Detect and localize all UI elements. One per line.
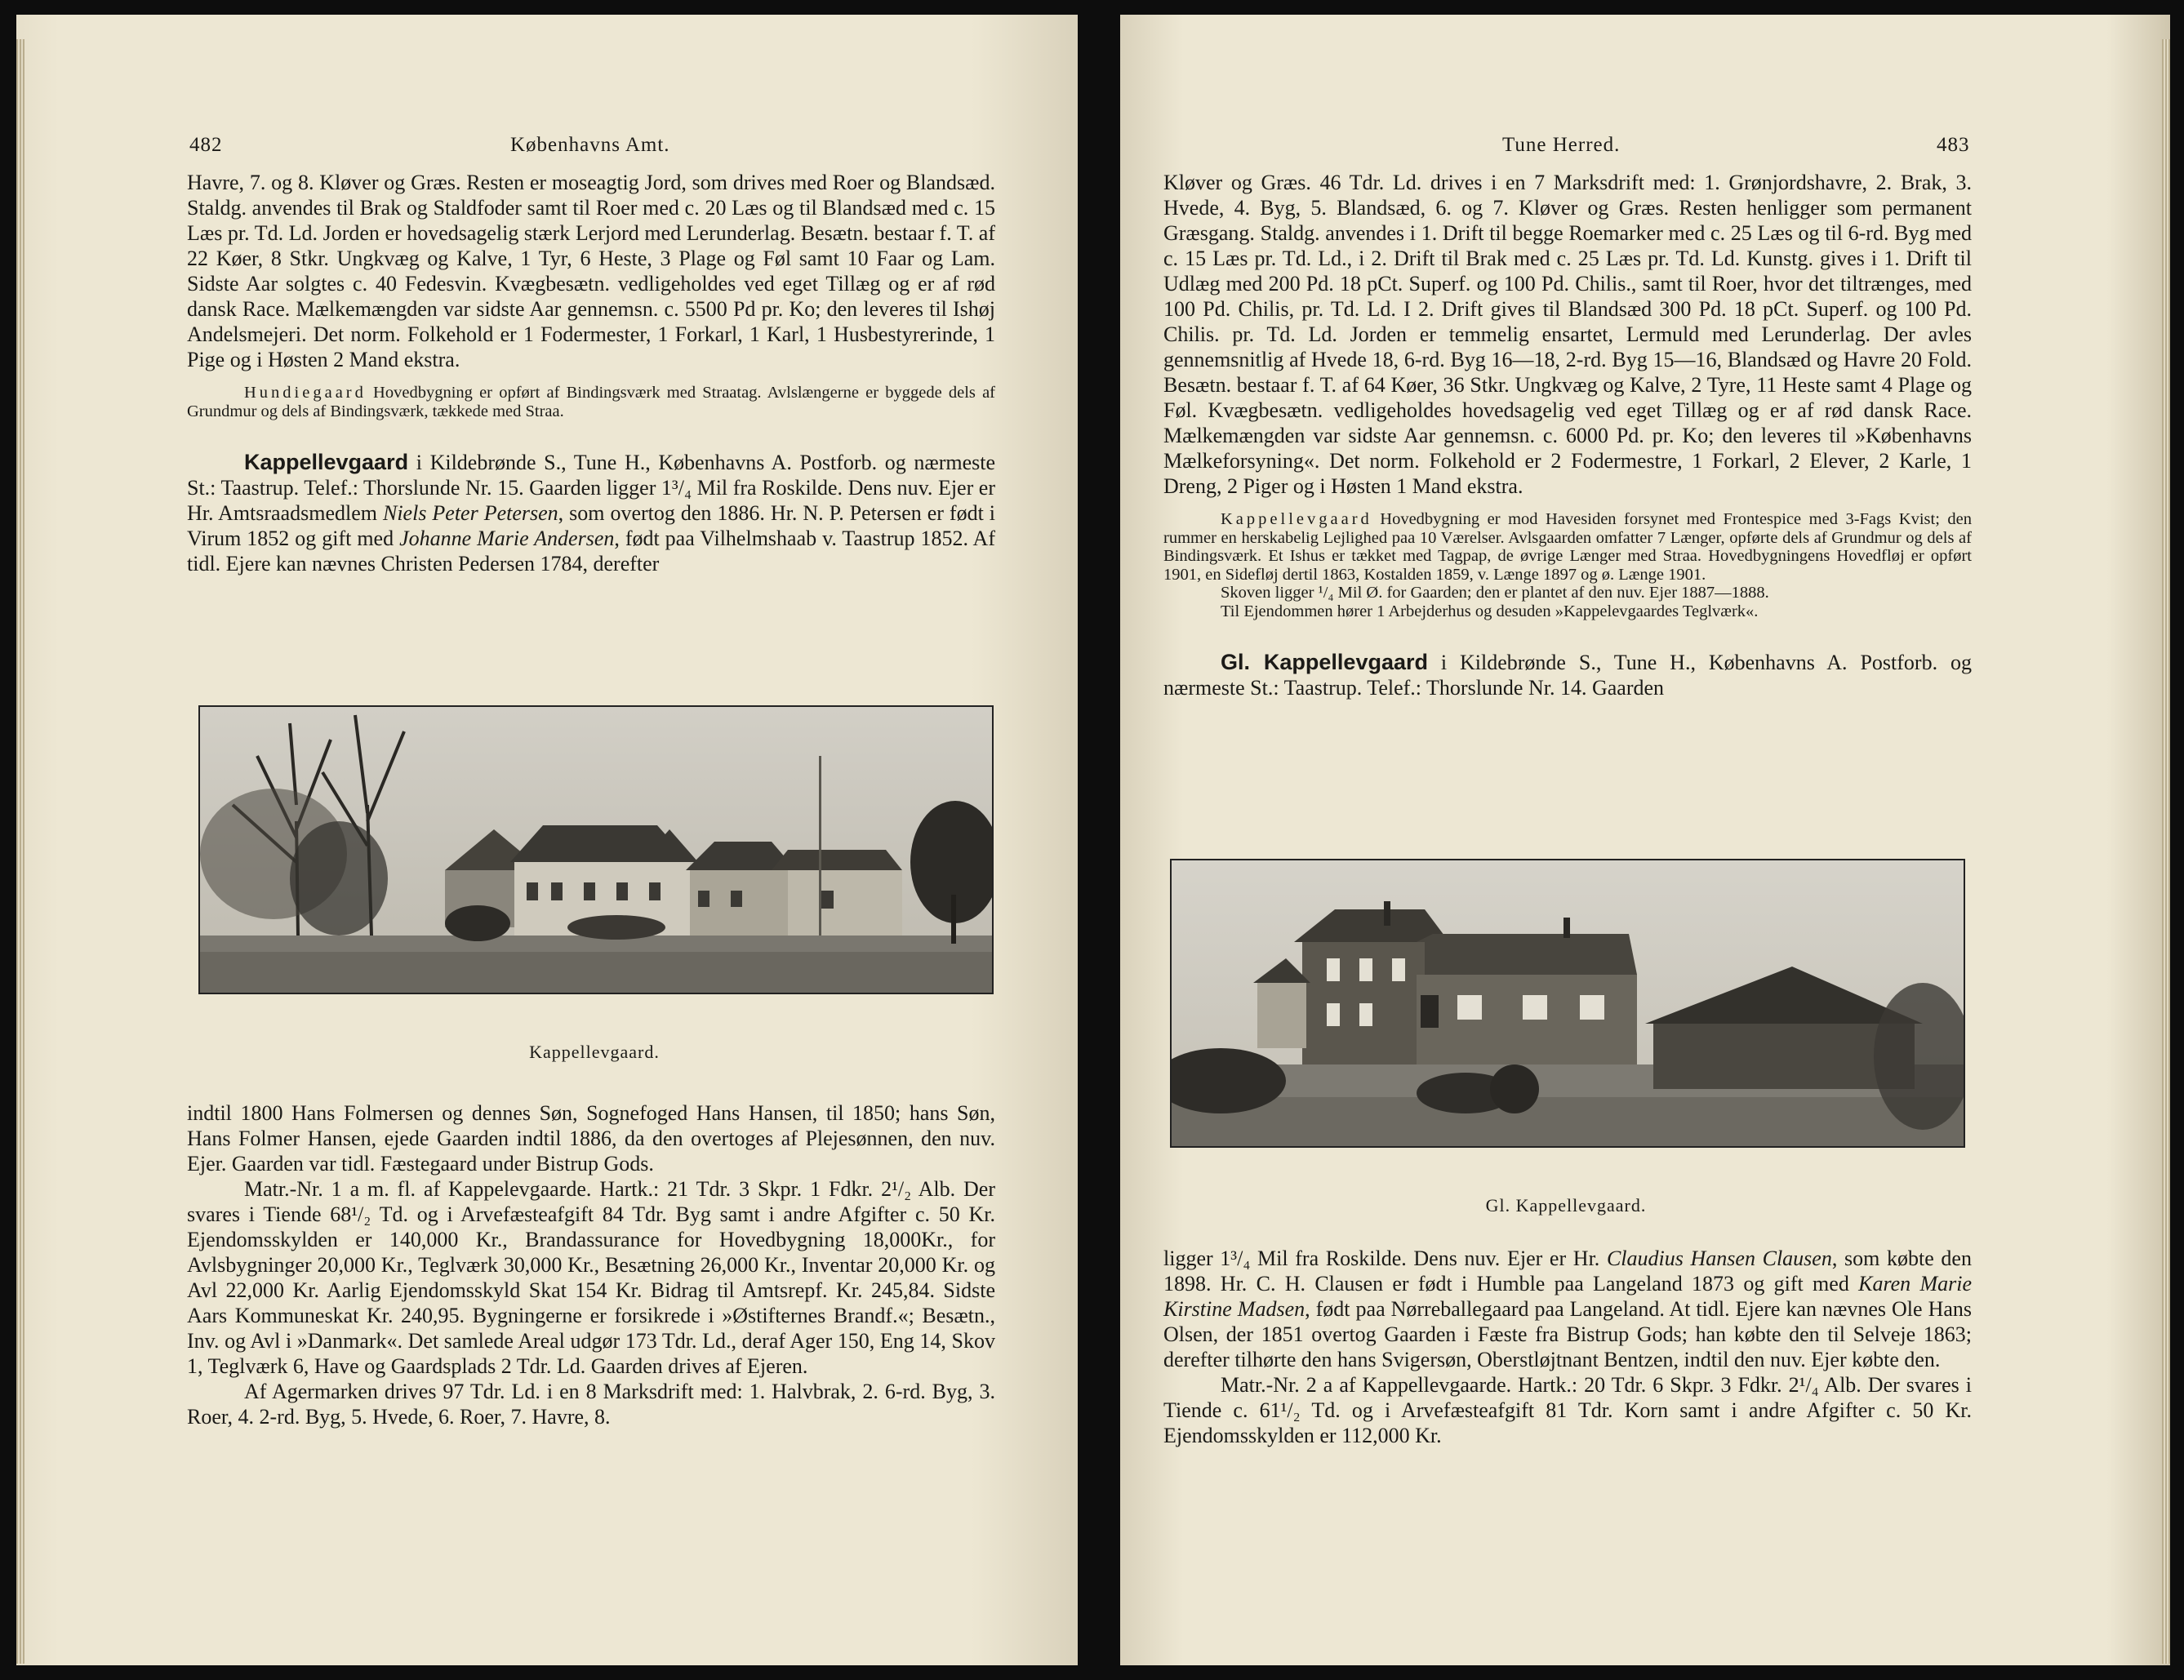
paragraph: indtil 1800 Hans Folmersen og dennes Søn, Sognefoged Hans Hansen, til 1850; hans Søn, Hans Folmer Hansen, ejede Gaarden indtil 1886, da den overtoges af Plejesønnen, den nuv. Ejer. Gaarden var tidl. Fæstegaard under Bistrup Gods. bbox=[187, 1101, 995, 1176]
farmhouse-photo-illustration bbox=[200, 707, 992, 993]
owner-paragraph bbox=[1163, 1246, 1972, 1372]
note-farm-name: Kappellevgaard bbox=[1221, 510, 1372, 528]
building-note bbox=[1163, 510, 1972, 584]
text-block-bottom bbox=[1163, 1246, 1972, 1448]
photo-caption: Gl. Kappellevgaard. bbox=[1485, 1195, 1647, 1216]
text-block-bottom bbox=[187, 1100, 995, 1429]
wife-name: Johanne Marie Andersen bbox=[399, 527, 615, 550]
farm-entry bbox=[187, 450, 995, 576]
paragraph: Kløver og Græs. 46 Tdr. Ld. drives i en 7 Marksdrift med: 1. Grønjordshavre, 2. Brak, 3. Hvede, 4. Byg, 5. Blandsæd, 6. og 7. Kløver og Græs. Resten henligger som permanent Græsgang. Staldg. anvendes i 1. Drift til begge Roemarker med c. 25 Læs og til 6-rd. Byg med c. 15 Læs pr. Td. Ld., i 2. Drift til Brak med c. 25 Læs pr. Td. Ld. Kunstg. gives i 1. Drift til Udlæg med 200 Pd. 18 pCt. Superf. og 100 Pd. Chilis., samt til Roer, hvor det tiltrænges, med 100 Pd. Chilis, pr. Td. Ld. I 2. Drift gives til Blandsæd 300 Pd. 18 pCt. Superf. og 100 Pd. Chilis. pr. Td. Ld. Jorden er temmelig ensartet, Lermuld med Lerunderlag. Der avles gennemsnitlig af Hvede 18, 6-rd. Byg 16—18, 2-rd. Byg 15—16, Blandsæd og Havre 20 Fold. Besætn. bestaar f. T. af 64 Køer, 36 Stkr. Ungkvæg og Kalve, 2 Tyre, 11 Heste samt 4 Plage og Føl. Kvægbesætn. vedligeholdes hovedsagelig ved eget Tillæg og er af rød dansk Race. Mælkemængden var sidste Aar gennemsn. c. 6000 Pd. pr. Ko; den leveres til »Københavns Mælkeforsyning«. Det norm. Folkehold er 2 Fodermestre, 1 Forkarl, 2 Elever, 2 Karle, 1 Dreng, 2 Piger og i Høsten 1 Mand ekstra. bbox=[1163, 171, 1972, 498]
paragraph: Matr.-Nr. 2 a af Kappellevgaarde. Hartk.: 20 Tdr. 6 Skpr. 3 Fdkr. 2¹/₄ Alb. Der svares i Tiende c. 61¹/₂ Td. og i Arvefæsteafgift 81 Tdr. Korn samt i andre Afgifter c. 50 Kr. Ejendomsskylden er 112,000 Kr. bbox=[1163, 1373, 1972, 1447]
owner-name: Claudius Hansen Clausen bbox=[1606, 1247, 1832, 1270]
building-note bbox=[187, 384, 995, 420]
paragraph: Matr.-Nr. 1 a m. fl. af Kappelevgaarde. Hartk.: 21 Tdr. 3 Skpr. 1 Fdkr. 2¹/₂ Alb. Der svares i Tiende 68¹/₂ Td. og i Arvefæsteafgift 84 Tdr. Byg samt i andre Afgifter c. 50 Kr. Ejendomsskylden er 140,000 Kr., Brandassurance for Hovedbygning 18,000Kr., for Avlsbygninger 20,000 Kr., Teglværk 30,000 Kr., Besætning 26,000 Kr., Inventar 20,000 Kr. og Avl 22,000 Kr. Aarlig Ejendomsskyld Skat 154 Kr. Bidrag til Amtsrepf. Kr. 245,84. Sidste Aars Kommuneskat Kr. 240,95. Bygningerne er forsikrede i »Østifternes Brandf.«; Besætn., Inv. og Avl i »Danmark«. Det samlede Areal udgør 173 Tdr. Ld., deraf Ager 150, Eng 14, Skov 1, Teglværk 6, Have og Gaardsplads 2 Tdr. Ld. Gaarden drives af Ejeren. bbox=[187, 1177, 995, 1378]
farmhouse-photo-illustration bbox=[1172, 860, 1964, 1146]
right-page bbox=[1120, 15, 2170, 1665]
note-text: Hovedbygning er opført af Bindingsværk med Straatag. Avlslængerne er byggede dels af Grundmur og dels af Bindingsværk, tækkede med Straa. bbox=[187, 384, 995, 420]
text-block-top bbox=[187, 170, 995, 576]
entry-text: i Kildebrønde S., Tune H., Københavns A. Postforb. og nærmeste St.: Taastrup. Telef.: Thorslunde Nr. 15. Gaarden ligger 1³/₄ Mil fra Roskilde. Dens nuv. Ejer er Hr. Amtsraadsmedlem bbox=[187, 451, 995, 525]
page-number: 483 bbox=[1937, 134, 1970, 156]
farm-entry bbox=[1163, 650, 1972, 700]
forest-note: Skoven ligger ¹/₄ Mil Ø. for Gaarden; den er plantet af den nuv. Ejer 1887—1888. bbox=[1221, 584, 1769, 602]
wife-name: Karen Marie Kirstine Madsen bbox=[1163, 1272, 1972, 1321]
farm-photo bbox=[198, 705, 994, 994]
entry-text: , født paa Vilhelmshaab v. Taastrup 1852. Af tidl. Ejere kan nævnes Christen Pedersen 1784, derefter bbox=[187, 527, 995, 576]
paragraph: Havre, 7. og 8. Kløver og Græs. Resten er moseagtig Jord, som drives med Roer og Blandsæd. Staldg. anvendes til Brak og Staldfoder samt til Roer med c. 20 Læs og til Blandsæd med c. 15 Læs pr. Td. Ld. Jorden er hovedsagelig stærk Lerjord med Lerunderlag. Besætn. bestaar f. T. af 22 Køer, 8 Stkr. Ungkvæg og Kalve, 1 Tyr, 6 Heste, 3 Plage og Føl samt 10 Faar og Lam. Sidste Aar solgtes c. 40 Fedesvin. Kvægbesætn. vedligeholdes ved eget Tillæg og er af rød dansk Race. Mælkemængden var sidste Aar gennemsn. c. 5500 Pd pr. Ko; den leveres til Ishøj Andelsmejeri. Det norm. Folkehold er 1 Fodermester, 1 Forkarl, 1 Karl, 1 Husbestyrerinde, 1 Pige og i Høsten 2 Mand ekstra. bbox=[187, 171, 995, 371]
brickworks-note: Til Ejendommen hører 1 Arbejderhus og desuden »Kappelevgaardes Teglværk«. bbox=[1221, 602, 1759, 620]
page-number: 482 bbox=[189, 134, 223, 156]
running-head: Tune Herred. bbox=[1502, 134, 1621, 156]
entry-title: Kappellevgaard bbox=[244, 450, 409, 474]
paragraph: Af Agermarken drives 97 Tdr. Ld. i en 8 Marksdrift med: 1. Halvbrak, 2. 6-rd. Byg, 3. Roer, 4. 2-rd. Byg, 5. Hvede, 6. Roer, 7. Havre, 8. bbox=[187, 1380, 995, 1429]
entry-text: i Kildebrønde S., Tune H., Københavns A. Postforb. og nærmeste St.: Taastrup. Telef.: Thorslunde Nr. 14. Gaarden bbox=[1163, 651, 1972, 700]
left-page bbox=[16, 15, 1078, 1665]
photo-caption: Kappellevgaard. bbox=[529, 1042, 660, 1062]
note-farm-name: Hundiegaard bbox=[244, 384, 367, 402]
text-block-top bbox=[1163, 170, 1972, 700]
entry-text: , som købte den 1898. Hr. C. H. Clausen er født i Humble paa Langeland 1873 og gift med bbox=[1163, 1247, 1972, 1296]
note-text: Hovedbygning er mod Havesiden forsynet med Frontespice med 3-Fags Kvist; den rummer en herskabelig Lejlighed paa 10 Værelser. Avlsgaarden omfatter 7 Længer, opførte dels af Grundmur og dels af Bindingsværk. Et Ishus er tækket med Tagpap, de øvrige Længer med Straa. Hovedbygningens Hovedfløj er opført 1901, en Sidefløj dertil 1863, Kostalden 1859, v. Længe 1897 og ø. Længe 1901. bbox=[1163, 510, 1972, 584]
owner-name: Niels Peter Petersen bbox=[382, 501, 558, 525]
farm-photo bbox=[1170, 859, 1965, 1148]
entry-title: Gl. Kappellevgaard bbox=[1221, 650, 1428, 674]
running-head: Københavns Amt. bbox=[510, 134, 670, 156]
entry-text: ligger 1³/₄ Mil fra Roskilde. Dens nuv. Ejer er Hr. bbox=[1163, 1247, 1607, 1270]
entry-text: , som overtog den 1886. Hr. N. P. Petersen er født i Virum 1852 og gift med bbox=[187, 501, 996, 550]
entry-text: , født paa Nørreballegaard paa Langeland. At tidl. Ejere kan nævnes Ole Hans Olsen, der 1851 overtog Gaarden i Fæste fra Bistrup Gods; han købte den til Selveje 1863; derefter tilhørte den hans Svigersøn, Oberstløjtnant Bentzen, indtil den nuv. Ejer købte den. bbox=[1163, 1297, 1973, 1371]
